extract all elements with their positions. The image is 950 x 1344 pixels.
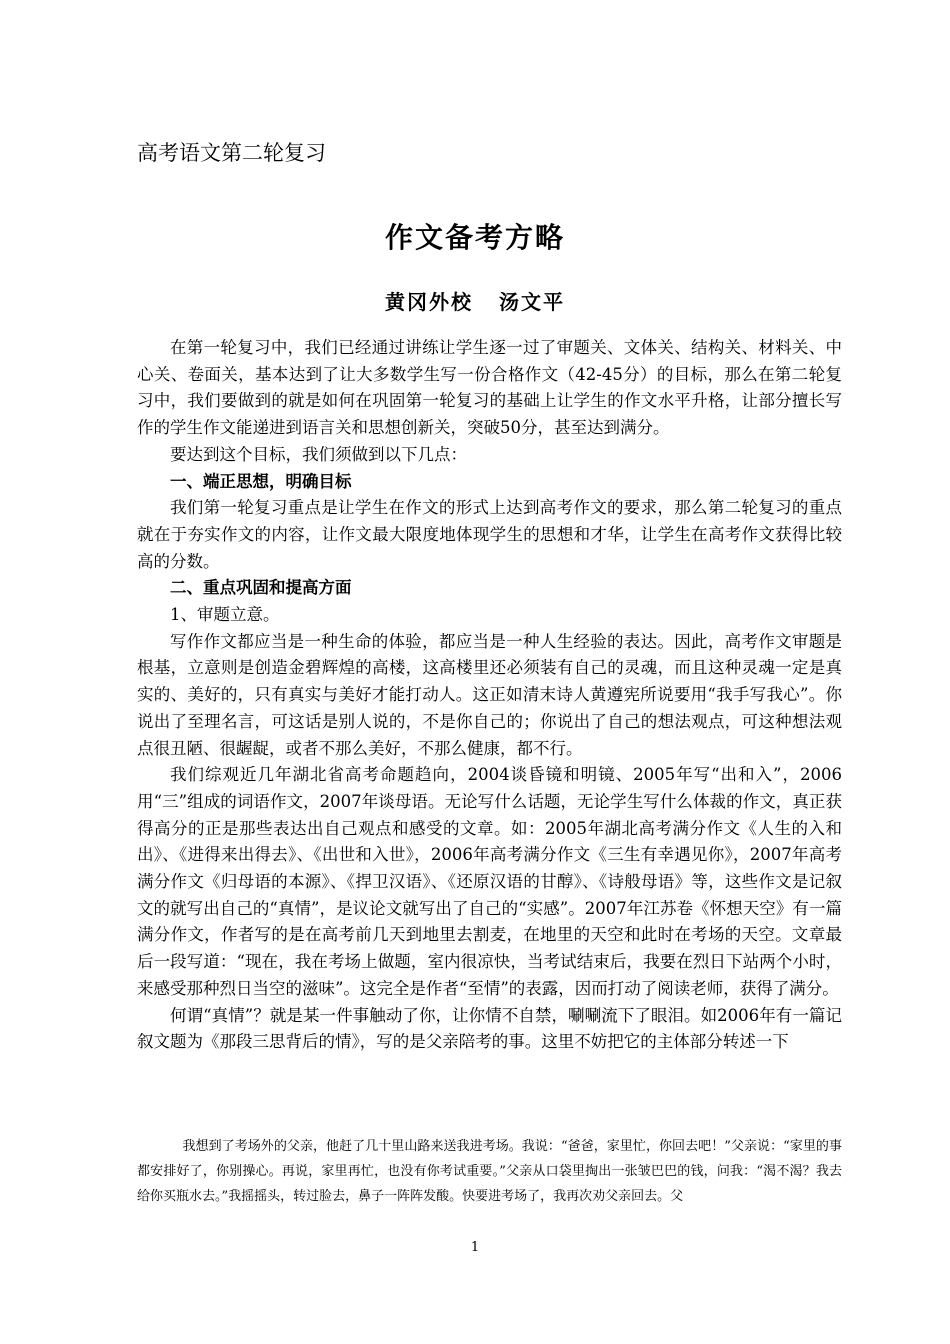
document-header: 高考语文第二轮复习 <box>137 141 326 165</box>
author-school: 黄冈外校 <box>385 290 473 314</box>
section-heading-2: 二、重点巩固和提高方面 <box>170 578 352 598</box>
author-line <box>0 286 950 315</box>
subsection-heading-1: 1、审题立意。 <box>170 605 280 625</box>
paragraph-intro: 在第一轮复习中，我们已经通过讲练让学生逐一过了审题关、文体关、结构关、材料关、中心关、卷面关，基本达到了让大多数学生写一份合格作文（42-45分）的目标，那么在第二轮复习中，我们要做到的就是如何在巩固第一轮复习的基础上让学生的作文水平升格，让部分擅长写作的学生作文能递进到语言关和思想创新关，突破50分，甚至达到满分。 <box>137 338 842 438</box>
paragraph-section-1: 我们第一轮复习重点是让学生在作文的形式上达到高考作文的要求，那么第二轮复习的重点就在于夯实作文的内容，让作文最大限度地体现学生的思想和才华，让学生在高考作文获得比较高的分数。 <box>137 498 842 571</box>
document-body <box>137 335 842 1056</box>
page-number: 1 <box>470 1240 480 1255</box>
paragraph-true-feeling: 何谓“真情”？就是某一件事触动了你，让你情不自禁，唰唰流下了眼泪。如2006年有一篇记叙文题为《那段三思背后的情》，写的是父亲陪考的事。这里不妨把它的主体部分转述一下 <box>137 1005 842 1052</box>
paragraph-goal: 要达到这个目标，我们须做到以下几点： <box>170 444 467 464</box>
paragraph-trends: 我们综观近几年湖北省高考命题趋向，2004谈昏镜和明镜、2005年写“出和入”，2006用“三”组成的词语作文，2007年谈母语。无论写什么话题，无论学生写什么体裁的作文，真正获得高分的正是那些表达出自己观点和感受的文章。如：2005年湖北高考满分作文《人生的入和出》、《进得来出得去》、《出世和入世》，2006年高考满分作文《三生有幸遇见你》，2007年高考满分作文《归母语的本源》、《捍卫汉语》、《还原汉语的甘醇》、《诗般母语》等，这些作文是记叙文的就写出自己的“真情”，是议论文就写出了自己的“实感”。2007年江苏卷《怀想天空》有一篇满分作文，作者写的是在高考前几天到地里去割麦，在地里的天空和此时在考场的天空。文章最后一段写道：“现在，我在考场上做题，室内很凉快，当考试结束后，我要在烈日下站两个小时，来感受那种烈日当空的滋味”。这完全是作者“至情”的表露，因而打动了阅读老师，获得了满分。 <box>137 765 842 998</box>
quoted-excerpt-text: 我想到了考场外的父亲，他赶了几十里山路来送我进考场。我说：“爸爸，家里忙，你回去吧！”父亲说：“家里的事都安排好了，你别操心。再说，家里再忙，也没有你考试重要。”父亲从口袋里掏出一张皱巴巴的钱，问我：“渴不渴？我去给你买瓶水去。”我摇摇头，转过脸去，鼻子一阵阵发酸。快要进考场了，我再次劝父亲回去。父 <box>137 1139 842 1204</box>
paragraph-writing: 写作作文都应当是一种生命的体验，都应当是一种人生经验的表达。因此，高考作文审题是根基，立意则是创造金碧辉煌的高楼，这高楼里还必须装有自己的灵魂，而且这种灵魂一定是真实的、美好的，只有真实与美好才能打动人。这正如清末诗人黄遵宪所说要用“我手写我心”。你说出了至理名言，可这话是别人说的，不是你自己的；你说出了自己的想法观点，可这种想法观点很丑陋、很龌龊，或者不那么美好，不那么健康，都不行。 <box>137 631 842 758</box>
section-heading-1: 一、端正思想，明确目标 <box>170 471 352 491</box>
author-name: 汤文平 <box>499 290 565 314</box>
quoted-excerpt <box>137 1134 842 1209</box>
document-title: 作文备考方略 <box>384 221 565 254</box>
